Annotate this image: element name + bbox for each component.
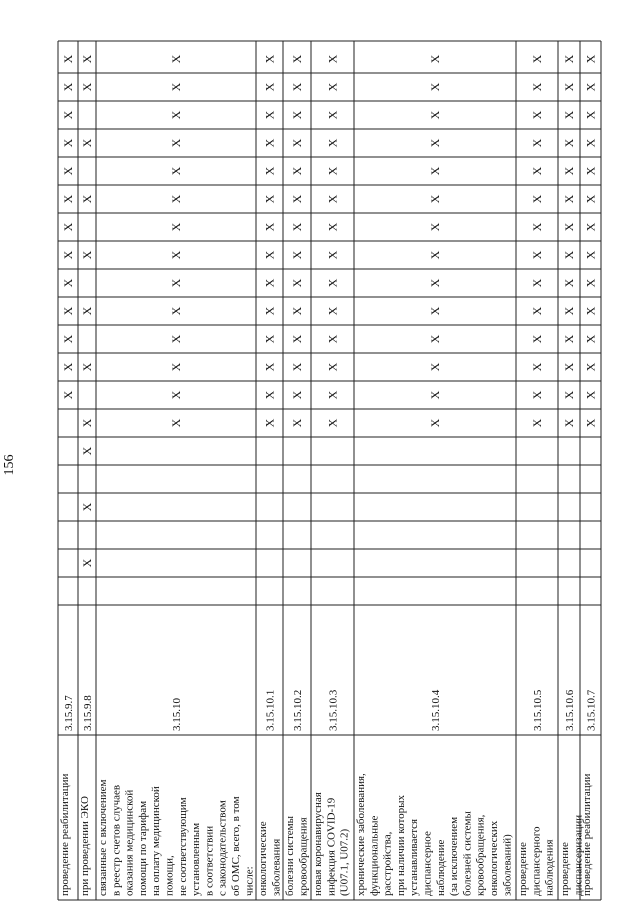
row-name-line: заболеваний) xyxy=(501,834,514,896)
cell-mark: X xyxy=(530,222,544,232)
cell-mark: X xyxy=(530,82,544,92)
cell-mark: X xyxy=(530,54,544,64)
row-code: 3.15.10.3 xyxy=(327,689,340,731)
cell-mark: X xyxy=(169,334,183,344)
row-name-line: проведение xyxy=(559,842,571,896)
row-name xyxy=(59,774,71,896)
row-code: 3.15.10.6 xyxy=(564,689,576,731)
row-name-line: (U07.1, U07.2) xyxy=(338,828,351,896)
cell-mark: X xyxy=(169,222,183,232)
cell-mark: X xyxy=(169,306,183,316)
cell-mark: X xyxy=(80,194,94,204)
row-name-line: проведение реабилитации xyxy=(581,773,593,896)
row-name-line: заболевания xyxy=(270,838,283,896)
row-name-line: кровообращения xyxy=(297,817,310,896)
cell-mark: X xyxy=(325,166,340,176)
cell-mark: X xyxy=(562,418,576,428)
row-name xyxy=(517,826,556,896)
row-name-line: оказания медицинской xyxy=(123,789,136,896)
cell-mark: X xyxy=(562,390,576,400)
cell-mark: X xyxy=(262,82,277,92)
row-name-line: (за исключением xyxy=(448,816,461,896)
row-name-line: инфекция COVID-19 xyxy=(325,797,338,896)
row-name xyxy=(355,773,513,896)
cell-mark: X xyxy=(562,278,576,288)
row-name-line: проведение xyxy=(517,842,529,896)
cell-mark: X xyxy=(583,362,598,372)
table-row xyxy=(59,54,75,896)
cell-mark: X xyxy=(562,166,576,176)
cell-mark: X xyxy=(325,418,340,428)
cell-mark: X xyxy=(583,418,598,428)
cell-mark: X xyxy=(169,362,183,372)
row-name-line: числе: xyxy=(243,866,256,896)
cell-mark: X xyxy=(583,110,598,120)
cell-mark: X xyxy=(80,82,94,92)
row-name-line: в реестр счетов случаев xyxy=(110,784,123,896)
cell-mark: X xyxy=(325,250,340,260)
cell-mark: X xyxy=(562,54,576,64)
cell-mark: X xyxy=(562,138,576,148)
cell-mark: X xyxy=(562,222,576,232)
cell-mark: X xyxy=(428,278,442,288)
row-name-line: не соответствующим xyxy=(176,797,189,896)
cell-mark: X xyxy=(61,82,75,92)
cell-mark: X xyxy=(290,166,304,176)
cell-mark: X xyxy=(325,82,340,92)
cell-mark: X xyxy=(325,110,340,120)
cell-mark: X xyxy=(325,390,340,400)
table-row xyxy=(79,54,94,896)
cell-mark: X xyxy=(428,82,442,92)
cell-mark: X xyxy=(530,390,544,400)
cell-mark: X xyxy=(583,222,598,232)
table-row xyxy=(257,54,282,896)
cell-mark: X xyxy=(262,166,277,176)
cell-mark: X xyxy=(169,110,183,120)
cell-mark: X xyxy=(583,166,598,176)
cell-mark: X xyxy=(290,110,304,120)
cell-mark: X xyxy=(80,362,94,372)
cell-mark: X xyxy=(583,82,598,92)
cell-mark: X xyxy=(169,278,183,288)
cell-mark: X xyxy=(262,250,277,260)
cell-mark: X xyxy=(583,334,598,344)
cell-mark: X xyxy=(428,362,442,372)
table-row xyxy=(97,54,255,896)
cell-mark: X xyxy=(61,138,75,148)
cell-mark: X xyxy=(290,250,304,260)
cell-mark: X xyxy=(61,222,75,232)
cell-mark: X xyxy=(290,54,304,64)
row-name-line: установленным xyxy=(190,822,203,896)
cell-mark: X xyxy=(530,362,544,372)
cell-mark: X xyxy=(325,334,340,344)
cell-mark: X xyxy=(428,166,442,176)
cell-mark: X xyxy=(169,194,183,204)
cell-mark: X xyxy=(169,138,183,148)
row-name-line: новая коронавирусная xyxy=(312,792,324,896)
cell-mark: X xyxy=(61,390,75,400)
cell-mark: X xyxy=(428,418,442,428)
row-name-line: связанные с включением xyxy=(97,779,109,896)
cell-mark: X xyxy=(530,138,544,148)
cell-mark: X xyxy=(530,166,544,176)
row-name xyxy=(312,792,351,896)
cell-mark: X xyxy=(262,54,277,64)
cell-mark: X xyxy=(61,278,75,288)
cell-mark: X xyxy=(562,362,576,372)
cell-mark: X xyxy=(169,54,183,64)
cell-mark: X xyxy=(262,334,277,344)
cell-mark: X xyxy=(583,390,598,400)
cell-mark: X xyxy=(262,110,277,120)
cell-mark: X xyxy=(290,390,304,400)
cell-mark: X xyxy=(262,278,277,288)
cell-mark: X xyxy=(325,138,340,148)
cell-mark: X xyxy=(530,194,544,204)
row-name-line: онкологические xyxy=(257,821,269,896)
row-name-line: хронические заболевания, xyxy=(355,773,367,896)
cell-mark: X xyxy=(61,110,75,120)
cell-mark: X xyxy=(428,334,442,344)
cell-mark: X xyxy=(530,278,544,288)
row-name xyxy=(79,796,91,896)
cell-mark: X xyxy=(530,306,544,316)
row-name-line: болезни системы xyxy=(284,815,296,896)
table-row xyxy=(581,54,598,896)
cell-mark: X xyxy=(169,82,183,92)
cell-mark: X xyxy=(583,306,598,316)
cell-mark: X xyxy=(583,194,598,204)
cell-mark: X xyxy=(80,418,94,428)
table-row xyxy=(312,54,351,896)
cell-mark: X xyxy=(325,278,340,288)
row-name-line: при наличии которых xyxy=(394,794,407,896)
cell-mark: X xyxy=(583,54,598,64)
table-row xyxy=(517,54,556,896)
cell-mark: X xyxy=(530,250,544,260)
cell-mark: X xyxy=(169,390,183,400)
row-name-line: диспансерного xyxy=(530,826,543,896)
cell-mark: X xyxy=(169,250,183,260)
row-name-line: с законодательством xyxy=(216,800,229,896)
cell-mark: X xyxy=(80,558,94,568)
cell-mark: X xyxy=(290,362,304,372)
cell-mark: X xyxy=(562,306,576,316)
cell-mark: X xyxy=(262,362,277,372)
cell-mark: X xyxy=(428,222,442,232)
row-name-line: об ОМС, всего, в том xyxy=(230,796,242,896)
row-code: 3.15.10.4 xyxy=(430,689,442,731)
cell-mark: X xyxy=(169,166,183,176)
row-name-line: помощи по тарифам xyxy=(136,800,149,896)
cell-mark: X xyxy=(290,278,304,288)
cell-mark: X xyxy=(262,194,277,204)
cell-mark: X xyxy=(61,362,75,372)
cell-mark: X xyxy=(428,306,442,316)
page-number: 156 xyxy=(2,454,17,476)
row-name xyxy=(257,821,282,896)
row-name-line: функциональные xyxy=(368,815,381,896)
row-name xyxy=(284,815,309,896)
table-row xyxy=(559,54,584,896)
row-name-line: наблюдение xyxy=(434,839,447,896)
cell-mark: X xyxy=(583,250,598,260)
cell-mark: X xyxy=(562,250,576,260)
table-row xyxy=(355,54,513,896)
row-name xyxy=(97,779,255,896)
cell-mark: X xyxy=(290,306,304,316)
cell-mark: X xyxy=(562,194,576,204)
row-code: 3.15.9.7 xyxy=(63,695,75,731)
row-name-line: на оплату медицинской xyxy=(150,786,163,896)
cell-mark: X xyxy=(562,110,576,120)
cell-mark: X xyxy=(262,222,277,232)
cell-mark: X xyxy=(290,82,304,92)
cell-mark: X xyxy=(262,390,277,400)
cell-mark: X xyxy=(530,334,544,344)
cell-mark: X xyxy=(61,250,75,260)
row-name-line: помощи, xyxy=(163,855,176,896)
row-name-line: онкологических xyxy=(488,820,500,896)
cell-mark: X xyxy=(325,194,340,204)
cell-mark: X xyxy=(325,222,340,232)
cell-mark: X xyxy=(428,250,442,260)
cell-mark: X xyxy=(290,194,304,204)
row-name-line: устанавливается xyxy=(408,818,421,896)
cell-mark: X xyxy=(80,54,94,64)
cell-mark: X xyxy=(290,222,304,232)
table-row xyxy=(284,54,309,896)
row-name-line: расстройства, xyxy=(381,831,394,896)
cell-mark: X xyxy=(262,418,277,428)
cell-mark: X xyxy=(428,110,442,120)
row-name-line: кровообращения, xyxy=(474,814,487,896)
cell-mark: X xyxy=(428,54,442,64)
cell-mark: X xyxy=(61,334,75,344)
cell-mark: X xyxy=(80,138,94,148)
cell-mark: X xyxy=(290,418,304,428)
row-name-line: в соответствии xyxy=(203,825,216,896)
cell-mark: X xyxy=(562,334,576,344)
row-name-line: проведение реабилитации xyxy=(59,773,71,896)
cell-mark: X xyxy=(325,54,340,64)
row-name-line: диспансерное xyxy=(421,831,434,896)
cell-mark: X xyxy=(61,306,75,316)
cell-mark: X xyxy=(290,334,304,344)
cell-mark: X xyxy=(169,418,183,428)
cell-mark: X xyxy=(583,278,598,288)
cell-mark: X xyxy=(562,82,576,92)
cell-mark: X xyxy=(80,306,94,316)
cell-mark: X xyxy=(61,54,75,64)
cell-mark: X xyxy=(80,446,94,456)
row-name-line: болезней системы xyxy=(461,811,474,896)
row-code: 3.15.10.1 xyxy=(264,689,277,731)
cell-mark: X xyxy=(80,250,94,260)
cell-mark: X xyxy=(61,166,75,176)
row-name-line: наблюдения xyxy=(543,839,556,896)
row-code: 3.15.10.2 xyxy=(292,689,304,731)
row-code: 3.15.10.5 xyxy=(532,689,544,731)
cell-mark: X xyxy=(325,306,340,316)
row-code: 3.15.10.7 xyxy=(585,689,598,731)
cell-mark: X xyxy=(428,138,442,148)
cell-mark: X xyxy=(428,390,442,400)
row-code: 3.15.10 xyxy=(171,698,183,731)
cell-mark: X xyxy=(262,138,277,148)
cell-mark: X xyxy=(290,138,304,148)
row-code: 3.15.9.8 xyxy=(82,695,94,731)
cell-mark: X xyxy=(61,194,75,204)
cell-mark: X xyxy=(530,110,544,120)
row-name-line: диспансеризации xyxy=(572,814,585,896)
cell-mark: X xyxy=(530,418,544,428)
cell-mark: X xyxy=(325,362,340,372)
row-name-line: при проведении ЭКО xyxy=(79,796,91,896)
row-name xyxy=(581,774,593,896)
cell-mark: X xyxy=(428,194,442,204)
cell-mark: X xyxy=(583,138,598,148)
cell-mark: X xyxy=(262,306,277,316)
cell-mark: X xyxy=(80,502,94,512)
